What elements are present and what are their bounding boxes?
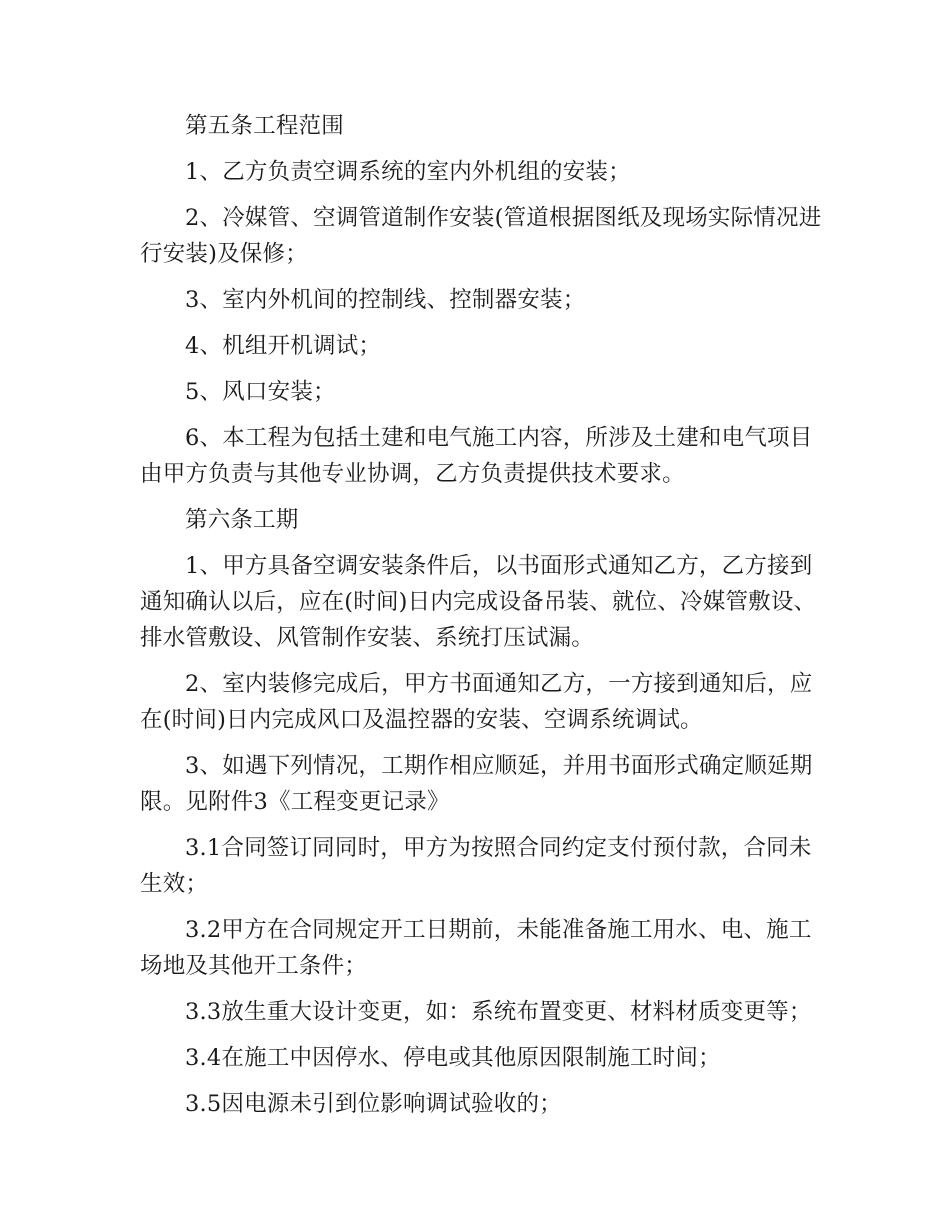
clause-item: 3、如遇下列情况，工期作相应顺延，并用书面形式确定顺延期限。见附件3《工程变更记录》 xyxy=(140,753,813,815)
clause-item: 4、机组开机调试； xyxy=(185,333,382,359)
clause-item: 6、本工程为包括土建和电气施工内容，所涉及土建和电气项目由甲方负责与其他专业协调，乙方负责提供技术要求。 xyxy=(140,425,813,487)
document-page xyxy=(140,108,830,1122)
clause-item: 2、冷媒管、空调管道制作安装(管道根据图纸及现场实际情况进行安装)及保修； xyxy=(140,205,822,267)
sub-clause-item: 3.4在施工中因停水、停电或其他原因限制施工时间； xyxy=(185,1045,721,1071)
section-heading-scope: 第五条工程范围 xyxy=(185,113,344,139)
clause-item: 5、风口安装； xyxy=(185,379,336,405)
sub-clause-item: 3.3放生重大设计变更，如：系统布置变更、材料材质变更等； xyxy=(185,999,812,1025)
clause-item: 1、乙方负责空调系统的室内外机组的安装； xyxy=(185,159,631,185)
section-heading-schedule: 第六条工期 xyxy=(185,507,299,533)
clause-item: 2、室内装修完成后，甲方书面通知乙方，一方接到通知后，应在(时间)日内完成风口及温控器的安装、空调系统调试。 xyxy=(140,671,813,733)
sub-clause-item: 3.5因电源未引到位影响调试验收的； xyxy=(185,1091,562,1117)
sub-clause-item: 3.1合同签订同同时，甲方为按照合同约定支付预付款，合同未生效； xyxy=(140,835,812,897)
clause-item: 3、室内外机间的控制线、控制器安装； xyxy=(185,287,586,313)
clause-item: 1、甲方具备空调安装条件后，以书面形式通知乙方，乙方接到通知确认以后，应在(时间)日内完成设备吊装、就位、冷媒管敷设、排水管敷设、风管制作安装、系统打压试漏。 xyxy=(140,553,817,651)
sub-clause-item: 3.2甲方在合同规定开工日期前，未能准备施工用水、电、施工场地及其他开工条件； xyxy=(140,917,812,979)
